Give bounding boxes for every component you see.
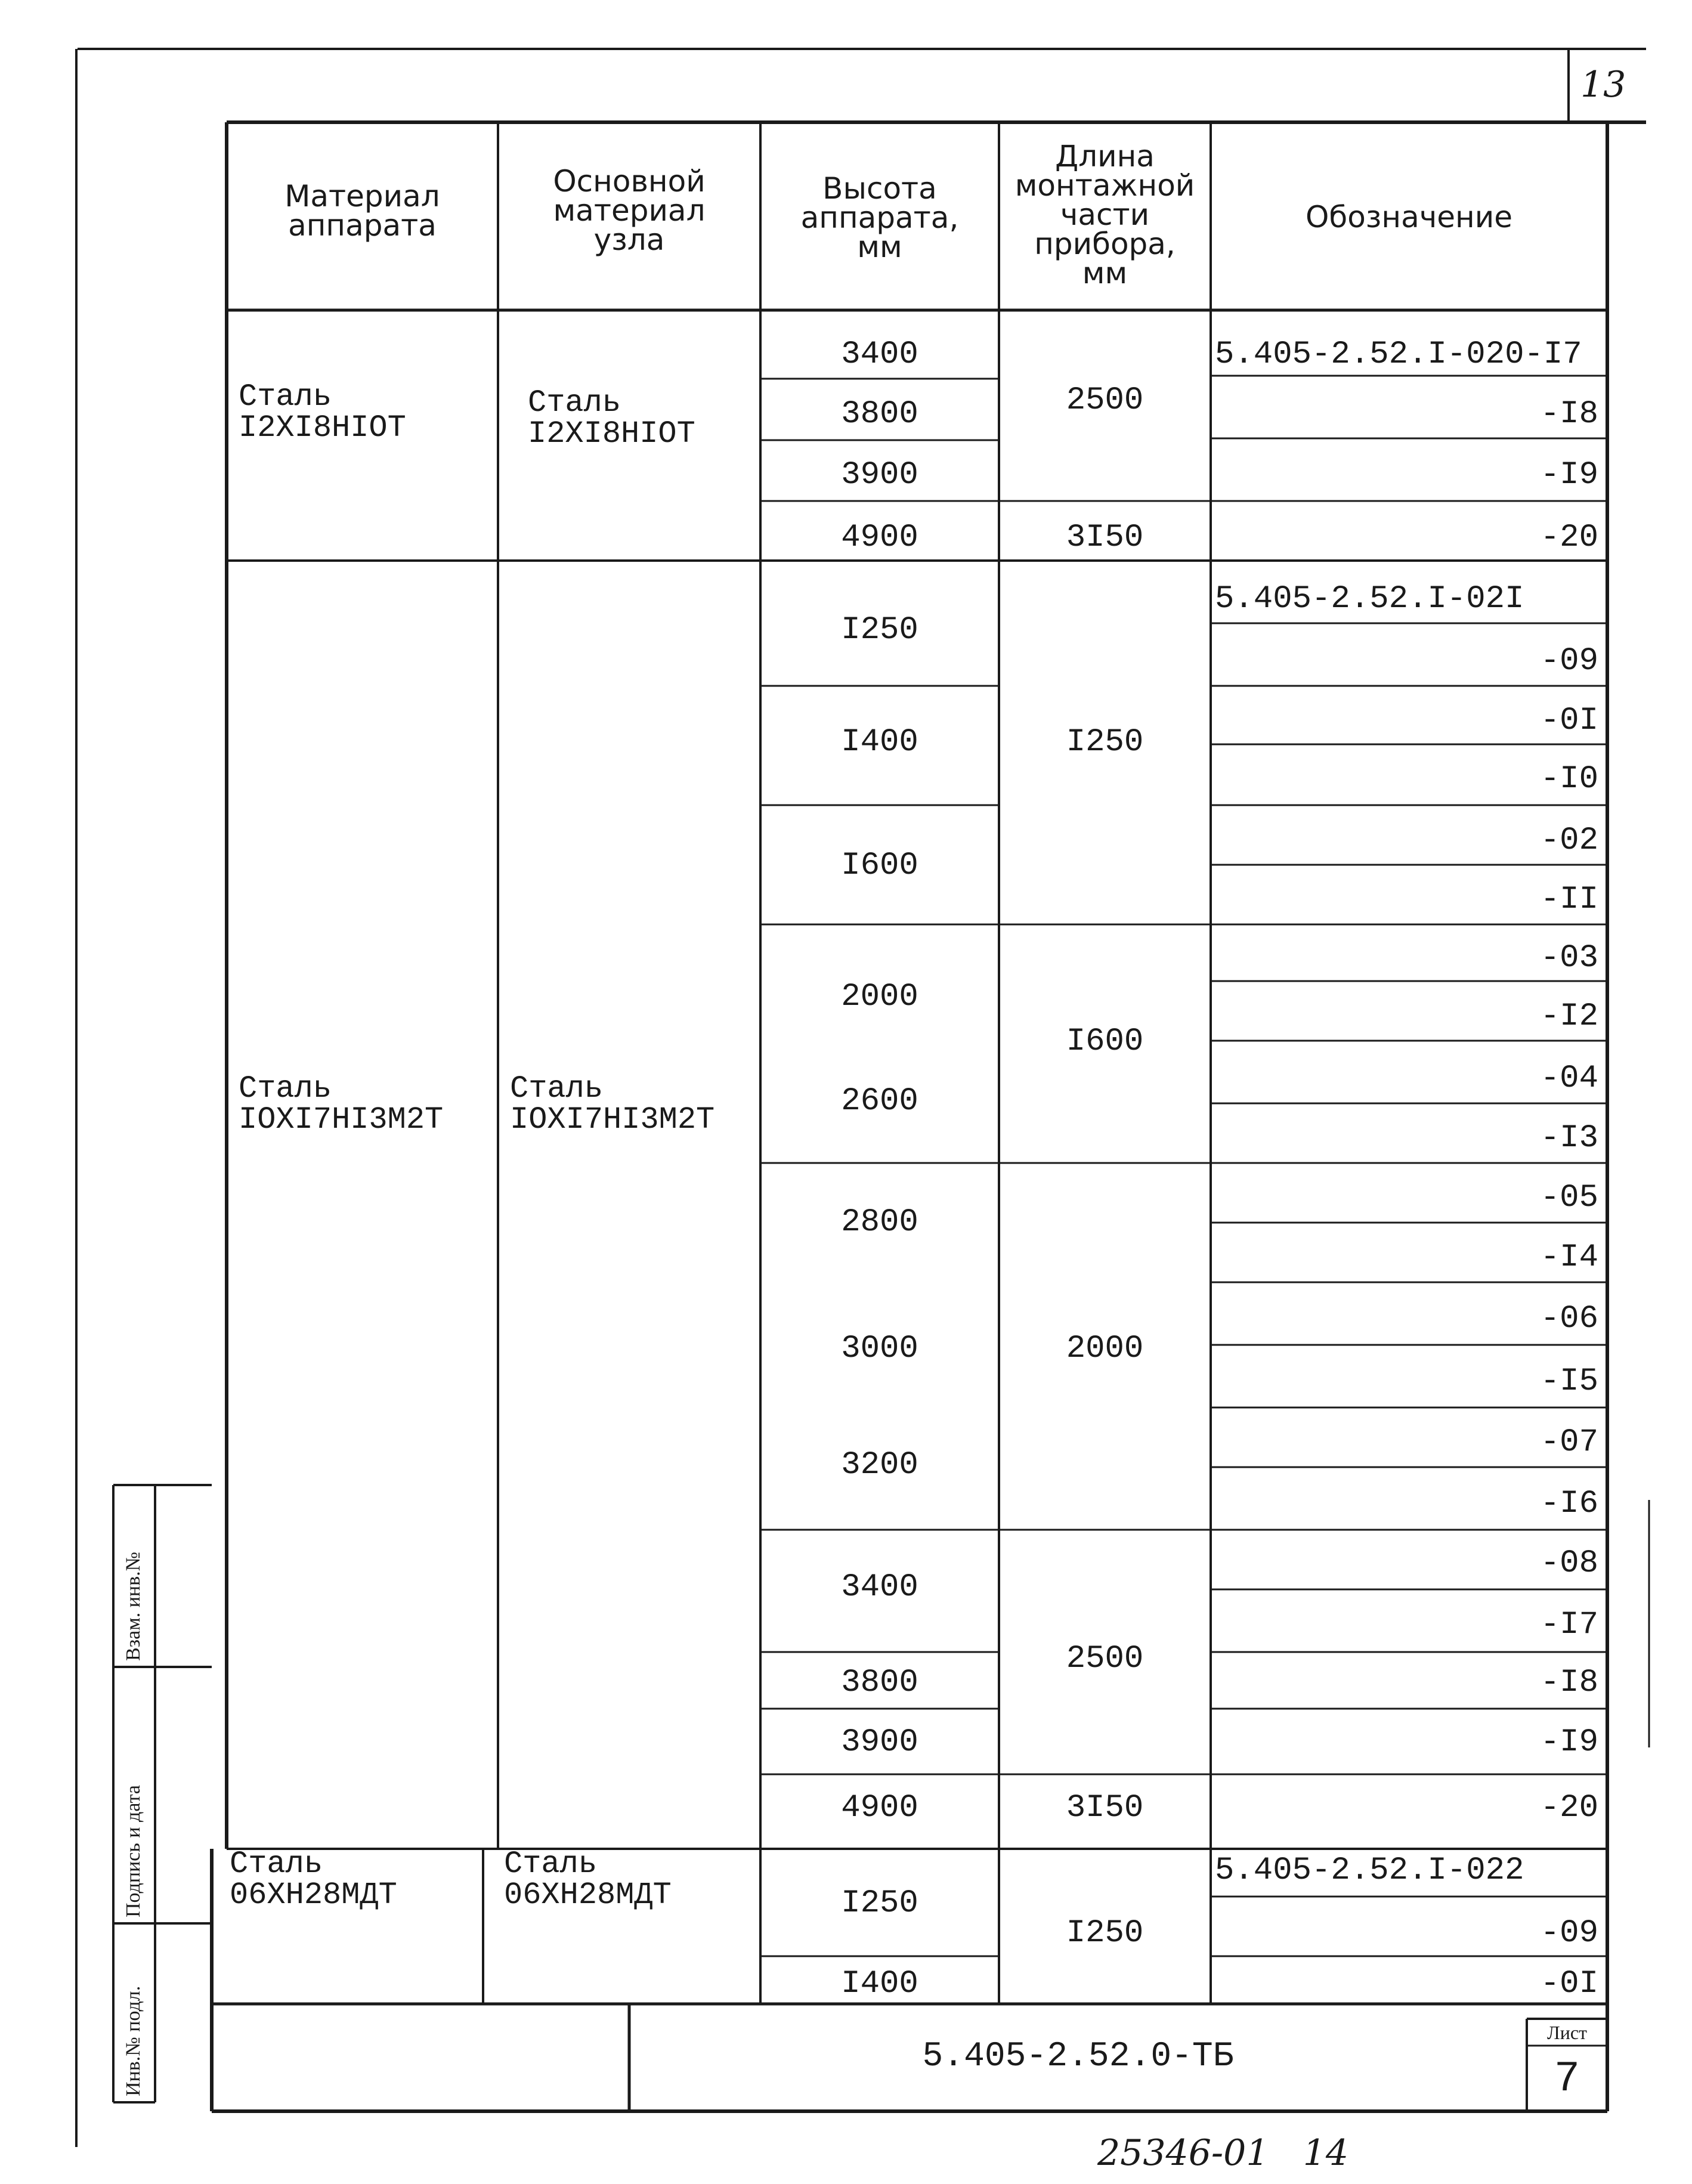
side-label-signature-date: Подпись и дата bbox=[122, 1785, 144, 1917]
designation-cell: -I8 bbox=[1540, 1665, 1598, 1701]
height-cell: 2000 bbox=[841, 979, 918, 1015]
designation-cell: -07 bbox=[1540, 1424, 1598, 1461]
designation-cell: -I9 bbox=[1540, 1724, 1598, 1761]
designation-cell: -08 bbox=[1540, 1545, 1598, 1582]
designation-cell: -I6 bbox=[1540, 1486, 1598, 1522]
material-cell: Сталь IOXI7HI3M2T bbox=[239, 1071, 444, 1137]
designation-cell: -I9 bbox=[1540, 457, 1598, 493]
sheet-label: Лист bbox=[1546, 2022, 1587, 2043]
designation-cell: 5.405-2.52.I-022 bbox=[1215, 1852, 1524, 1889]
designation-cell: -03 bbox=[1540, 940, 1598, 976]
header-length: Длина монтажной части прибора, мм bbox=[1014, 139, 1195, 290]
height-cell: 4900 bbox=[841, 519, 918, 556]
length-cell: I250 bbox=[1066, 1915, 1144, 1951]
side-label-inv-original: Инв.№ подл. bbox=[122, 1985, 144, 2096]
base-material-cell: Сталь IOXI7HI3M2T bbox=[510, 1071, 715, 1137]
length-cell: 2500 bbox=[1066, 382, 1144, 419]
height-cell: 3400 bbox=[841, 336, 918, 373]
header-designation: Обозначение bbox=[1306, 200, 1512, 234]
material-cell: Сталь I2XI8HIOT bbox=[239, 379, 406, 446]
height-cell: 4900 bbox=[841, 1790, 918, 1826]
length-cell: 3I50 bbox=[1066, 519, 1144, 556]
side-label-replaced-inv: Взам. инв.№ bbox=[122, 1551, 144, 1661]
designation-cell: -I8 bbox=[1540, 396, 1598, 432]
height-cell: 3800 bbox=[841, 1665, 918, 1701]
sheet-number: 7 bbox=[1554, 2055, 1580, 2103]
header-base-material: Основной материал узла bbox=[553, 164, 706, 257]
designation-cell: -06 bbox=[1540, 1301, 1598, 1337]
designation-cell: 5.405-2.52.I-020-I7 bbox=[1215, 336, 1582, 373]
height-cell: 3900 bbox=[841, 457, 918, 493]
designation-cell: -20 bbox=[1540, 519, 1598, 556]
designation-cell: -04 bbox=[1540, 1060, 1598, 1097]
height-cell: 2600 bbox=[841, 1083, 918, 1119]
designation-cell: -I3 bbox=[1540, 1120, 1598, 1156]
height-cell: I250 bbox=[841, 612, 918, 648]
designation-cell: -I7 bbox=[1540, 1607, 1598, 1643]
height-cell: I600 bbox=[841, 847, 918, 884]
designation-cell: -I0 bbox=[1540, 761, 1598, 797]
material-cell: Сталь 06XH28МДТ bbox=[230, 1846, 397, 1913]
document-code: 5.405-2.52.0-ТБ bbox=[922, 2037, 1234, 2076]
height-cell: 2800 bbox=[841, 1204, 918, 1241]
designation-cell: -02 bbox=[1540, 822, 1598, 859]
designation-cell: -I2 bbox=[1540, 998, 1598, 1035]
footer-handwritten-number: 25346-01 14 bbox=[1097, 2132, 1349, 2174]
designation-cell: -0I bbox=[1540, 1966, 1598, 2002]
height-cell: 3400 bbox=[841, 1569, 918, 1605]
length-cell: I600 bbox=[1066, 1023, 1144, 1060]
height-cell: 3900 bbox=[841, 1724, 918, 1761]
designation-cell: -20 bbox=[1540, 1790, 1598, 1826]
designation-cell: -0I bbox=[1540, 703, 1598, 739]
designation-cell: -09 bbox=[1540, 643, 1598, 679]
designation-cell: -I4 bbox=[1540, 1239, 1598, 1276]
height-cell: 3800 bbox=[841, 396, 918, 432]
designation-cell: -I5 bbox=[1540, 1363, 1598, 1400]
length-cell: 2500 bbox=[1066, 1641, 1144, 1677]
height-cell: I250 bbox=[841, 1885, 918, 1922]
designation-cell: -II bbox=[1540, 881, 1598, 918]
base-material-cell: Сталь 06XH28МДТ bbox=[504, 1846, 672, 1913]
designation-cell: -09 bbox=[1540, 1915, 1598, 1951]
base-material-cell: Сталь I2XI8HIOT bbox=[528, 385, 695, 451]
header-material: Материал аппарата bbox=[284, 179, 440, 243]
height-cell: 3200 bbox=[841, 1447, 918, 1483]
length-cell: 2000 bbox=[1066, 1331, 1144, 1367]
header-height: Высота аппарата, мм bbox=[800, 171, 959, 264]
height-cell: I400 bbox=[841, 724, 918, 760]
designation-cell: 5.405-2.52.I-02I bbox=[1215, 581, 1524, 617]
length-cell: I250 bbox=[1066, 724, 1144, 760]
height-cell: 3000 bbox=[841, 1331, 918, 1367]
height-cell: I400 bbox=[841, 1966, 918, 2002]
designation-cell: -05 bbox=[1540, 1180, 1598, 1216]
length-cell: 3I50 bbox=[1066, 1790, 1144, 1826]
sheet-mark: 13 bbox=[1580, 64, 1626, 106]
